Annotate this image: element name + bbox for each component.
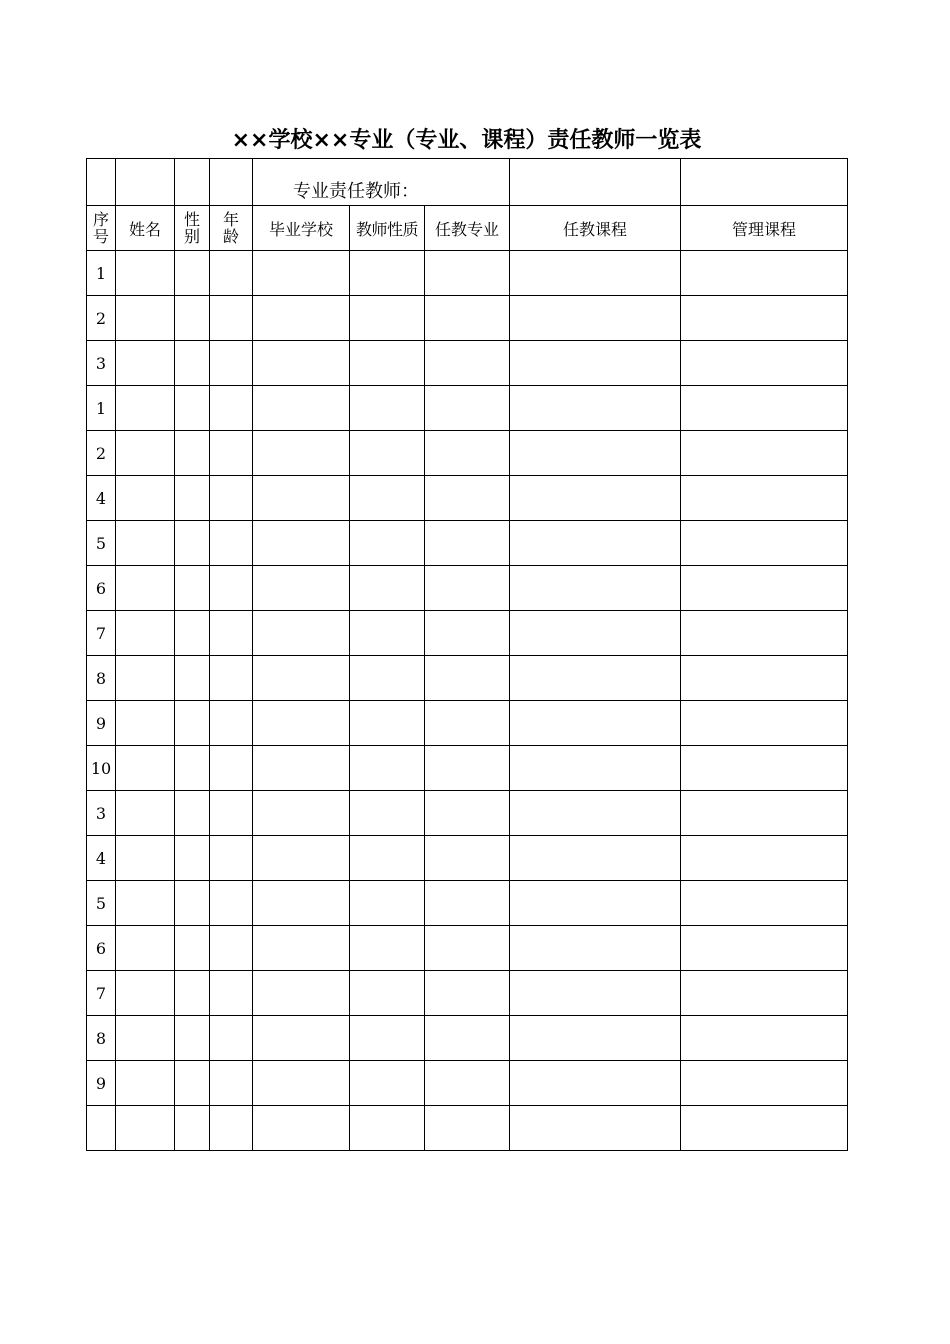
table-row bbox=[87, 836, 848, 881]
cell-major[interactable] bbox=[425, 881, 510, 926]
cell-courses[interactable] bbox=[510, 746, 681, 791]
cell-age[interactable] bbox=[210, 746, 253, 791]
cell-age[interactable] bbox=[210, 1016, 253, 1061]
cell-school[interactable] bbox=[253, 656, 350, 701]
cell-gender[interactable] bbox=[175, 251, 210, 296]
cell-courses[interactable] bbox=[510, 296, 681, 341]
table-row bbox=[87, 566, 848, 611]
row-seq: 8 bbox=[87, 656, 116, 701]
cell-courses[interactable] bbox=[510, 251, 681, 296]
cell-age[interactable] bbox=[210, 701, 253, 746]
row-seq: 5 bbox=[87, 881, 116, 926]
table-row bbox=[87, 296, 848, 341]
cell-age[interactable] bbox=[210, 1106, 253, 1151]
cell-courses[interactable] bbox=[510, 926, 681, 971]
cell-managed[interactable] bbox=[681, 476, 848, 521]
cell-teacher-type[interactable] bbox=[350, 971, 425, 1016]
cell-major[interactable] bbox=[425, 836, 510, 881]
cell-managed[interactable] bbox=[681, 611, 848, 656]
header-major: 任教专业 bbox=[425, 206, 510, 251]
cell-gender[interactable] bbox=[175, 881, 210, 926]
cell-school[interactable] bbox=[253, 386, 350, 431]
cell-gender[interactable] bbox=[175, 521, 210, 566]
cell-name[interactable] bbox=[116, 971, 175, 1016]
cell-teacher-type[interactable] bbox=[350, 296, 425, 341]
row-seq: 6 bbox=[87, 566, 116, 611]
table-row bbox=[87, 521, 848, 566]
cell-courses[interactable] bbox=[510, 791, 681, 836]
cell-name[interactable] bbox=[116, 656, 175, 701]
cell-name[interactable] bbox=[116, 701, 175, 746]
cell-managed[interactable] bbox=[681, 881, 848, 926]
cell-name[interactable] bbox=[116, 881, 175, 926]
cell-teacher-type[interactable] bbox=[350, 566, 425, 611]
table-row bbox=[87, 431, 848, 476]
cell-managed[interactable] bbox=[681, 251, 848, 296]
cell-managed[interactable] bbox=[681, 971, 848, 1016]
cell-major[interactable] bbox=[425, 611, 510, 656]
row-seq: 4 bbox=[87, 476, 116, 521]
page-title: ××学校××专业（专业、课程）责任教师一览表 bbox=[231, 128, 702, 153]
cell-name[interactable] bbox=[116, 386, 175, 431]
cell-gender[interactable] bbox=[175, 611, 210, 656]
cell-major[interactable] bbox=[425, 386, 510, 431]
header-gender: 性别 bbox=[175, 206, 210, 251]
cell-age[interactable] bbox=[210, 296, 253, 341]
table-row bbox=[87, 881, 848, 926]
cell-courses[interactable] bbox=[510, 881, 681, 926]
row-seq: 2 bbox=[87, 296, 116, 341]
cell-gender[interactable] bbox=[175, 656, 210, 701]
table-row bbox=[87, 701, 848, 746]
cell-gender[interactable] bbox=[175, 836, 210, 881]
header-teacher-type: 教师性质 bbox=[350, 206, 425, 251]
cell-teacher-type[interactable] bbox=[350, 746, 425, 791]
cell-teacher-type[interactable] bbox=[350, 881, 425, 926]
cell-name[interactable] bbox=[116, 476, 175, 521]
cell-gender[interactable] bbox=[175, 1061, 210, 1106]
cell-courses[interactable] bbox=[510, 566, 681, 611]
cell-teacher-type[interactable] bbox=[350, 611, 425, 656]
cell-age[interactable] bbox=[210, 881, 253, 926]
cell-major[interactable] bbox=[425, 251, 510, 296]
row-seq: 8 bbox=[87, 1016, 116, 1061]
cell-managed[interactable] bbox=[681, 1016, 848, 1061]
cell-managed[interactable] bbox=[681, 341, 848, 386]
cell-major[interactable] bbox=[425, 1106, 510, 1151]
table-row bbox=[87, 341, 848, 386]
cell-name[interactable] bbox=[116, 746, 175, 791]
cell-school[interactable] bbox=[253, 746, 350, 791]
cell-teacher-type[interactable] bbox=[350, 341, 425, 386]
cell-courses[interactable] bbox=[510, 341, 681, 386]
cell-major[interactable] bbox=[425, 521, 510, 566]
cell-major[interactable] bbox=[425, 791, 510, 836]
cell-gender[interactable] bbox=[175, 386, 210, 431]
cell-managed[interactable] bbox=[681, 701, 848, 746]
table-row bbox=[87, 476, 848, 521]
cell-school[interactable] bbox=[253, 521, 350, 566]
cell-school[interactable] bbox=[253, 1061, 350, 1106]
cell-age[interactable] bbox=[210, 386, 253, 431]
table-row bbox=[87, 251, 848, 296]
header-age: 年龄 bbox=[210, 206, 253, 251]
cell-school[interactable] bbox=[253, 791, 350, 836]
header-row bbox=[87, 206, 848, 251]
cell-courses[interactable] bbox=[510, 656, 681, 701]
header-school: 毕业学校 bbox=[253, 206, 350, 251]
cell-age[interactable] bbox=[210, 1061, 253, 1106]
cell-gender[interactable] bbox=[175, 341, 210, 386]
header-name: 姓名 bbox=[116, 206, 175, 251]
row-seq: 7 bbox=[87, 971, 116, 1016]
row-seq: 7 bbox=[87, 611, 116, 656]
row-seq: 1 bbox=[87, 386, 116, 431]
cell-name[interactable] bbox=[116, 566, 175, 611]
cell-name[interactable] bbox=[116, 1106, 175, 1151]
row-seq bbox=[87, 1106, 116, 1151]
cell-school[interactable] bbox=[253, 881, 350, 926]
cell-gender[interactable] bbox=[175, 791, 210, 836]
cell-managed[interactable] bbox=[681, 836, 848, 881]
cell-teacher-type[interactable] bbox=[350, 656, 425, 701]
cell-teacher-type[interactable] bbox=[350, 386, 425, 431]
cell-courses[interactable] bbox=[510, 521, 681, 566]
table-row bbox=[87, 1061, 848, 1106]
cell-courses[interactable] bbox=[510, 1016, 681, 1061]
cell-teacher-type[interactable] bbox=[350, 1061, 425, 1106]
cell-teacher-type[interactable] bbox=[350, 476, 425, 521]
cell-age[interactable] bbox=[210, 971, 253, 1016]
cell-major[interactable] bbox=[425, 1061, 510, 1106]
leader-value-cell[interactable] bbox=[510, 159, 681, 206]
cell-managed[interactable] bbox=[681, 791, 848, 836]
cell-teacher-type[interactable] bbox=[350, 431, 425, 476]
cell-school[interactable] bbox=[253, 566, 350, 611]
cell-courses[interactable] bbox=[510, 1106, 681, 1151]
cell-major[interactable] bbox=[425, 341, 510, 386]
row-seq: 10 bbox=[87, 746, 116, 791]
table-row bbox=[87, 791, 848, 836]
cell-teacher-type[interactable] bbox=[350, 701, 425, 746]
cell-school[interactable] bbox=[253, 971, 350, 1016]
row-seq: 3 bbox=[87, 791, 116, 836]
table-row bbox=[87, 926, 848, 971]
cell-name[interactable] bbox=[116, 521, 175, 566]
row-seq: 9 bbox=[87, 701, 116, 746]
cell-courses[interactable] bbox=[510, 386, 681, 431]
table-row bbox=[87, 656, 848, 701]
cell-name[interactable] bbox=[116, 431, 175, 476]
cell-age[interactable] bbox=[210, 791, 253, 836]
cell-gender[interactable] bbox=[175, 971, 210, 1016]
blank-cell bbox=[87, 159, 116, 206]
cell-courses[interactable] bbox=[510, 701, 681, 746]
cell-courses[interactable] bbox=[510, 476, 681, 521]
cell-name[interactable] bbox=[116, 341, 175, 386]
cell-managed[interactable] bbox=[681, 926, 848, 971]
table-row bbox=[87, 611, 848, 656]
cell-major[interactable] bbox=[425, 476, 510, 521]
cell-teacher-type[interactable] bbox=[350, 1016, 425, 1061]
row-seq: 4 bbox=[87, 836, 116, 881]
cell-gender[interactable] bbox=[175, 701, 210, 746]
cell-teacher-type[interactable] bbox=[350, 836, 425, 881]
cell-school[interactable] bbox=[253, 1106, 350, 1151]
cell-managed[interactable] bbox=[681, 1106, 848, 1151]
cell-managed[interactable] bbox=[681, 521, 848, 566]
cell-managed[interactable] bbox=[681, 746, 848, 791]
cell-name[interactable] bbox=[116, 791, 175, 836]
blank-cell bbox=[175, 159, 210, 206]
cell-school[interactable] bbox=[253, 341, 350, 386]
cell-major[interactable] bbox=[425, 701, 510, 746]
cell-courses[interactable] bbox=[510, 1061, 681, 1106]
cell-major[interactable] bbox=[425, 1016, 510, 1061]
row-seq: 1 bbox=[87, 251, 116, 296]
cell-courses[interactable] bbox=[510, 971, 681, 1016]
cell-age[interactable] bbox=[210, 521, 253, 566]
cell-gender[interactable] bbox=[175, 746, 210, 791]
cell-gender[interactable] bbox=[175, 566, 210, 611]
cell-major[interactable] bbox=[425, 431, 510, 476]
cell-managed[interactable] bbox=[681, 386, 848, 431]
cell-age[interactable] bbox=[210, 341, 253, 386]
table-row bbox=[87, 1016, 848, 1061]
cell-name[interactable] bbox=[116, 1016, 175, 1061]
cell-age[interactable] bbox=[210, 926, 253, 971]
cell-teacher-type[interactable] bbox=[350, 791, 425, 836]
table-row bbox=[87, 1106, 848, 1151]
row-seq: 6 bbox=[87, 926, 116, 971]
cell-managed[interactable] bbox=[681, 566, 848, 611]
cell-school[interactable] bbox=[253, 296, 350, 341]
cell-name[interactable] bbox=[116, 1061, 175, 1106]
cell-major[interactable] bbox=[425, 296, 510, 341]
cell-gender[interactable] bbox=[175, 1106, 210, 1151]
cell-name[interactable] bbox=[116, 611, 175, 656]
header-seq: 序号 bbox=[87, 206, 116, 251]
cell-age[interactable] bbox=[210, 611, 253, 656]
table-row bbox=[87, 746, 848, 791]
cell-school[interactable] bbox=[253, 611, 350, 656]
cell-major[interactable] bbox=[425, 656, 510, 701]
cell-teacher-type[interactable] bbox=[350, 926, 425, 971]
cell-major[interactable] bbox=[425, 971, 510, 1016]
table-row bbox=[87, 971, 848, 1016]
header-managed: 管理课程 bbox=[681, 206, 848, 251]
cell-courses[interactable] bbox=[510, 431, 681, 476]
cell-courses[interactable] bbox=[510, 836, 681, 881]
cell-gender[interactable] bbox=[175, 476, 210, 521]
cell-major[interactable] bbox=[425, 566, 510, 611]
cell-gender[interactable] bbox=[175, 926, 210, 971]
cell-age[interactable] bbox=[210, 476, 253, 521]
cell-gender[interactable] bbox=[175, 1016, 210, 1061]
cell-school[interactable] bbox=[253, 701, 350, 746]
cell-name[interactable] bbox=[116, 836, 175, 881]
cell-gender[interactable] bbox=[175, 431, 210, 476]
cell-age[interactable] bbox=[210, 431, 253, 476]
cell-age[interactable] bbox=[210, 566, 253, 611]
cell-school[interactable] bbox=[253, 431, 350, 476]
row-seq: 9 bbox=[87, 1061, 116, 1106]
table-row bbox=[87, 386, 848, 431]
blank-cell bbox=[681, 159, 848, 206]
header-courses: 任教课程 bbox=[510, 206, 681, 251]
cell-major[interactable] bbox=[425, 746, 510, 791]
cell-teacher-type[interactable] bbox=[350, 521, 425, 566]
cell-gender[interactable] bbox=[175, 296, 210, 341]
row-seq: 3 bbox=[87, 341, 116, 386]
row-seq: 5 bbox=[87, 521, 116, 566]
cell-school[interactable] bbox=[253, 836, 350, 881]
cell-managed[interactable] bbox=[681, 431, 848, 476]
cell-age[interactable] bbox=[210, 836, 253, 881]
teacher-roster-table bbox=[86, 158, 848, 1151]
cell-teacher-type[interactable] bbox=[350, 251, 425, 296]
cell-name[interactable] bbox=[116, 926, 175, 971]
cell-name[interactable] bbox=[116, 251, 175, 296]
cell-teacher-type[interactable] bbox=[350, 1106, 425, 1151]
cell-name[interactable] bbox=[116, 296, 175, 341]
cell-school[interactable] bbox=[253, 251, 350, 296]
cell-managed[interactable] bbox=[681, 1061, 848, 1106]
leader-row bbox=[87, 159, 848, 206]
row-seq: 2 bbox=[87, 431, 116, 476]
cell-school[interactable] bbox=[253, 476, 350, 521]
cell-courses[interactable] bbox=[510, 611, 681, 656]
blank-cell bbox=[116, 159, 175, 206]
cell-managed[interactable] bbox=[681, 656, 848, 701]
leader-label: 专业责任教师： bbox=[253, 159, 510, 206]
cell-age[interactable] bbox=[210, 656, 253, 701]
cell-age[interactable] bbox=[210, 251, 253, 296]
blank-cell bbox=[210, 159, 253, 206]
cell-major[interactable] bbox=[425, 926, 510, 971]
cell-school[interactable] bbox=[253, 926, 350, 971]
cell-managed[interactable] bbox=[681, 296, 848, 341]
cell-school[interactable] bbox=[253, 1016, 350, 1061]
